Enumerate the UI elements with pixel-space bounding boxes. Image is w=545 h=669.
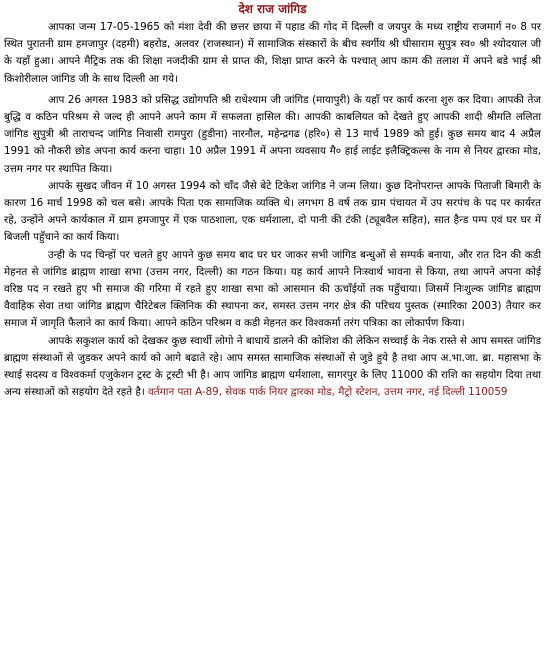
current-address: वर्तमान पता A-89, सेवक पार्क नियर द्वारका मोड, मैट्रो स्टेशन, उत्तम नगर, नई दिल्ली 110059 [148,386,508,399]
affiliations-text: आपके सकुशल कार्य को देखकर कुछ स्वार्थी लोगो ने बाधायें डालने की कोशिश की लेकिन सच्चाई के नेक रास्ते से आप समस्त जांगिड ब्राह्मण संस्थाओं से जुडकर अपने कार्य को आगे बढाते रहे। आप समस्त सामाजिक संस्थाओं से जुडे हुये है तथा आप अ.भा.जा. ब्रा. महासभा के स्थाई सदस्य व विश्वकर्मा एजुकेशन ट्रस्ट के ट्रस्टी भी है। आप जांगिड ब्राह्मण धर्मशाला, सागरपुर के लिए 11000 की राशि का सहयोग दिया तथा अन्य संस्थाओं को सहयोग देते रहते है। [4,334,541,399]
paragraph-birth: आपका जन्म 17-05-1965 को मंशा देवी की छत्तर छाया में पहाड की गोद में दिल्ली व जयपुर के मध्य राष्ट्रीय राजमार्ग न० 8 पर स्थित पुरातनी ग्राम हमजापुर (दहमी) बहरोड, अलवर (राजस्थान) में सामाजिक संस्कारों के बीच स्वर्गीय श्री घीसाराम सुपुत्र स्व० श्री श्योदयाल जी के यहाँ हुआ। आपने मैट्रिक तक की शिक्षा नजदीकी ग्राम से प्राप्त की, शिक्षा प्राप्त करने के पश्चात् आप काम की तलाश में अपने बडे भाई श्री किशोरीलाल जांगिड जी के साथ दिल्ली आ गये। [4,21,541,85]
paragraph-career: आप 26 अगस्त 1983 को प्रसिद्ध उद्योगपति श्री राधेश्याम जी जांगिड (मायापुरी) के यहाँ पर कार्य करना शुरु कर दिया। आपकी तेज बुद्धि व कठिन परिश्रम से जल्द ही आपने अपने काम में सफलता हासिल की। आपकी काबलियत को देखते हुए आपकी शादी श्रीमति ललिता जांगिड सुपुत्री श्री ताराचन्द जांगिड निवासी रामपुरा (हुडीना) नारनौल, महेन्द्रगढ (हरि०) से 13 मार्च 1989 को हुई। कुछ समय बाद 4 अप्रैल 1991 को नौकरी छोड अपना कार्य करना चाहा। 10 अप्रैल 1991 में अपना व्यवसाय मै० हाई लाईट इलैक्ट्रिकल्स के नाम से नियर द्वारका मोड, उत्तम नगर पर स्थापित किया। [4,93,541,175]
paragraph-community-work: उन्ही के पद चिन्हों पर चलते हुए आपने कुछ समय बाद घर घर जाकर सभी जांगिड बन्धुओं से सम्पर्क बनाया, और रात दिन की कडी मेहनत से जांगिड ब्राह्मण शाखा सभा (उत्तम नगर, दिल्ली) का गठन किया। यह कार्य आपने निःस्वार्थ भावना से किया, तथा आपने अपना कोई वरिष्ठ पद न रखते हुए भी समाज की गरिमा में रहते हुए शाखा सभा को आसमान की ऊचाँईयों तक पहुँचाया। जिसमें निःशुल्क जांगिड ब्राह्मण वैवाहिक सेवा तथा जांगिड ब्राह्मण चैरिटेबल क्लिनिक की स्थापना कर, समस्त उत्तम नगर क्षेत्र की परिचय पुस्तक (स्मारिका 2003) तैयार कर समाज में जागृति फैलाने का कार्य किया। आपने कठिन परिश्रम व कडी मेहनत कर विश्वकर्मा तरंग पत्रिका का लोकार्पण किया। [4,248,541,330]
paragraph-affiliations [4,333,541,402]
paragraph-family: आपके सुखद जीवन में 10 अगस्त 1994 को चाँद जैसे बेटे टिकेश जांगिड ने जन्म लिया। कुछ दिनोपरान्त आपके पिताजी बिमारी के कारण 16 मार्च 1998 को चल बसे। आपके पिता एक सामाजिक व्यक्ति थे। लगभग 8 वर्ष तक ग्राम पंचायत में उप सरपंच के पद पर कार्यरत रहे, उन्होंने अपने कार्यकाल में ग्राम हमजापुर में एक पाठशाला, एक धर्मशाला, दो पानी की टंकी (ट्यूबवैल सहित), सात हैन्ड पम्प एवं घर घर में बिजली पहुँचाने का कार्य किया। [4,179,541,244]
page-title: देश राज जांगिड [238,2,307,16]
